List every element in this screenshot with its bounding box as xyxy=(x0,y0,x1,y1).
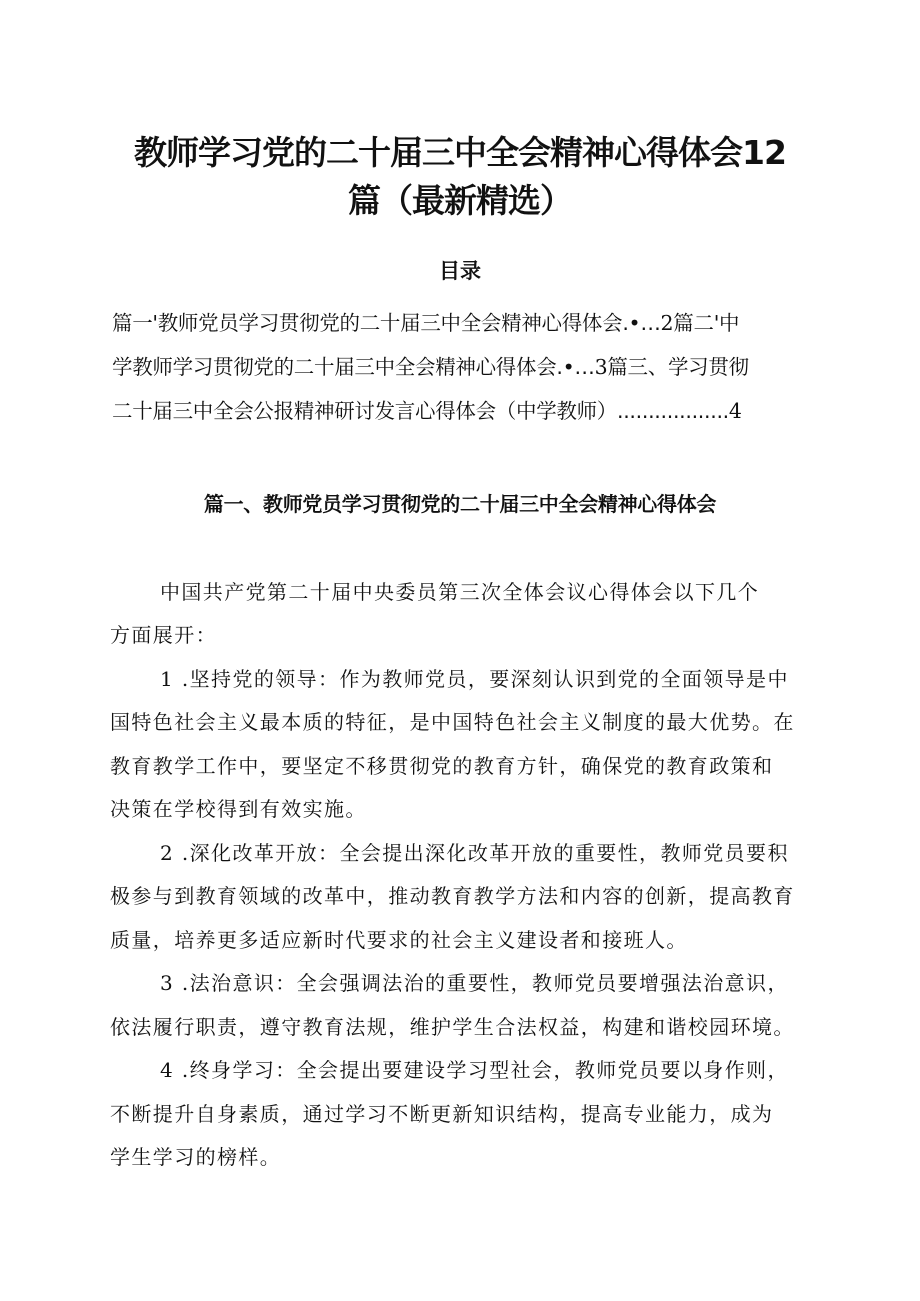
paragraph-line: 中国共产党第二十届中央委员第三次全体会议心得体会以下几个 xyxy=(160,580,760,604)
paragraph-line: 3 .法治意识：全会强调法治的重要性，教师党员要增强法治意识， xyxy=(160,971,789,995)
paragraph-line: 不断提升自身素质，通过学习不断更新知识结构，提高专业能力，成为 xyxy=(110,1102,774,1126)
toc-page-number: 2 xyxy=(660,311,674,335)
document-title-line-2: 篇（最新精选） xyxy=(348,181,572,220)
paragraph-line: 教育教学工作中，要坚定不移贯彻党的教育方针，确保党的教育政策和 xyxy=(110,754,774,778)
toc-page-number: 3 xyxy=(594,355,608,379)
toc-entry-line[interactable] xyxy=(112,352,842,382)
paragraph-line: 4 .终身学习：全会提出要建设学习型社会，教师党员要以身作则， xyxy=(160,1058,789,1082)
section-heading: 篇一、教师党员学习贯彻党的二十届三中全会精神心得体会 xyxy=(203,492,717,516)
toc-entry-line[interactable] xyxy=(112,308,842,338)
paragraph-line: 方面展开： xyxy=(110,623,217,647)
paragraph-line: 质量，培养更多适应新时代要求的社会主义建设者和接班人。 xyxy=(110,928,688,952)
toc-entry-text: 篇三、学习贯彻 xyxy=(607,355,749,379)
toc-entry-text: 学教师学习贯彻党的二十届三中全会精神心得体会.•… xyxy=(112,355,595,379)
toc-page-number: 4 xyxy=(728,399,742,423)
toc-entry-line[interactable] xyxy=(112,396,842,426)
toc-entry-text: 篇一'教师党员学习贯彻党的二十届三中全会精神心得体会.•… xyxy=(112,311,661,335)
paragraph-line: 2 .深化改革开放：全会提出深化改革开放的重要性，教师党员要积 xyxy=(160,841,789,865)
toc-heading: 目录 xyxy=(439,259,481,283)
paragraph-line: 国特色社会主义最本质的特征，是中国特色社会主义制度的最大优势。在 xyxy=(110,710,795,734)
paragraph-line: 极参与到教育领域的改革中，推动教育教学方法和内容的创新，提高教育 xyxy=(110,884,795,908)
paragraph-line: 决策在学校得到有效实施。 xyxy=(110,797,367,821)
paragraph-line: 1 .坚持党的领导：作为教师党员，要深刻认识到党的全面领导是中 xyxy=(160,667,789,691)
toc-entry-text: 篇二'中 xyxy=(673,311,740,335)
paragraph-line: 学生学习的榜样。 xyxy=(110,1145,282,1169)
paragraph-line: 依法履行职责，遵守教育法规，维护学生合法权益，构建和谐校园环境。 xyxy=(110,1015,795,1039)
document-title-line-1: 教师学习党的二十届三中全会精神心得体会12 xyxy=(134,133,786,172)
toc-entry-text: 二十届三中全会公报精神研讨发言心得体会（中学教师）.................. xyxy=(112,399,729,423)
